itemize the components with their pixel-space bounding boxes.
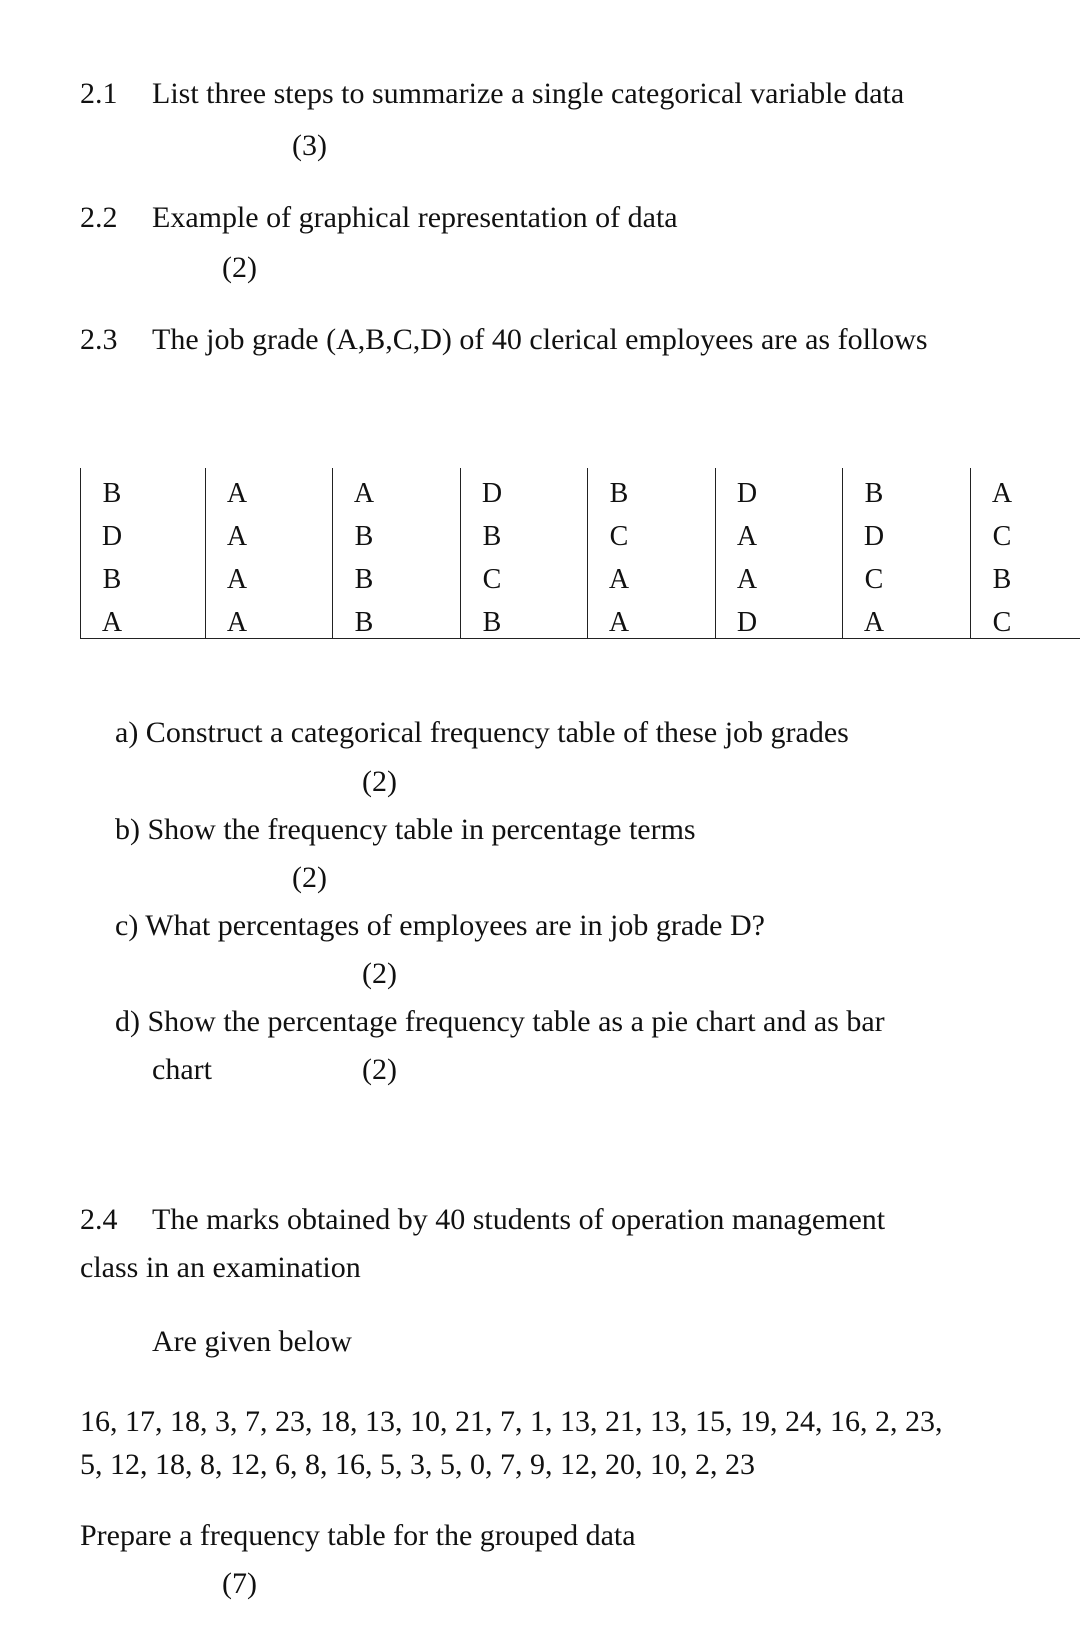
- grade-column: [332, 468, 375, 638]
- question-2-4-text: The marks obtained by 40 students of operation management: [152, 1203, 886, 1236]
- grade-cell: C: [482, 564, 502, 595]
- grade-cell: B: [354, 564, 374, 595]
- question-2-4-marks: (7): [222, 1567, 257, 1600]
- grade-cell: C: [864, 564, 884, 595]
- grade-column: [715, 468, 758, 638]
- grade-cell: B: [102, 478, 122, 509]
- question-2-2-text: Example of graphical representation of data: [152, 201, 678, 234]
- grade-cell: A: [608, 607, 630, 638]
- grade-cell: B: [609, 478, 629, 509]
- question-2-3-number: 2.3: [80, 323, 118, 356]
- grade-cell: A: [991, 478, 1013, 509]
- grade-column: [842, 468, 885, 638]
- grade-column: [970, 468, 1013, 638]
- grade-cell: B: [354, 607, 374, 638]
- question-2-2-number: 2.2: [80, 201, 118, 234]
- part-b-text: b) Show the frequency table in percentage terms: [115, 813, 696, 846]
- grade-cell: C: [992, 607, 1012, 638]
- question-2-1-number: 2.1: [80, 77, 118, 110]
- part-a-marks: (2): [362, 765, 397, 798]
- part-c-marks: (2): [362, 957, 397, 990]
- grade-cell: A: [226, 607, 248, 638]
- grade-cell: B: [482, 607, 502, 638]
- grade-cell: A: [353, 478, 375, 509]
- part-a-text: a) Construct a categorical frequency table of these job grades: [115, 716, 849, 749]
- question-2-1-text: List three steps to summarize a single categorical variable data: [152, 77, 905, 110]
- grade-cell: C: [609, 521, 629, 552]
- question-2-4-given: Are given below: [152, 1325, 352, 1358]
- question-2-3-text: The job grade (A,B,C,D) of 40 clerical employees are as follows: [152, 323, 928, 356]
- grade-cell: D: [736, 607, 758, 638]
- grade-cell: B: [354, 521, 374, 552]
- grade-column: [80, 468, 123, 638]
- grade-cell: A: [736, 564, 758, 595]
- grade-cell: B: [992, 564, 1012, 595]
- part-c-text: c) What percentages of employees are in job grade D?: [115, 909, 765, 942]
- grade-cell: A: [226, 478, 248, 509]
- question-2-2-marks: (2): [222, 251, 257, 284]
- grade-cell: B: [102, 564, 122, 595]
- grade-cell: A: [226, 521, 248, 552]
- grade-cell: D: [481, 478, 503, 509]
- grade-column: [205, 468, 248, 638]
- grade-cell: A: [608, 564, 630, 595]
- question-2-4-number: 2.4: [80, 1203, 118, 1236]
- part-d-marks: (2): [362, 1053, 397, 1086]
- grade-column: [460, 468, 503, 638]
- part-b-marks: (2): [292, 861, 327, 894]
- grade-cell: D: [736, 478, 758, 509]
- grade-cell: D: [101, 521, 123, 552]
- part-d-text-continued: chart: [152, 1053, 212, 1086]
- part-d-text: d) Show the percentage frequency table as a pie chart and as bar: [115, 1005, 885, 1038]
- grade-cell: A: [101, 607, 123, 638]
- grade-cell: A: [863, 607, 885, 638]
- marks-data-line-1: 16, 17, 18, 3, 7, 23, 18, 13, 10, 21, 7, 1, 13, 21, 13, 15, 19, 24, 16, 2, 23,: [80, 1405, 943, 1438]
- question-2-4-text-continued: class in an examination: [80, 1251, 361, 1284]
- grade-column: [587, 468, 630, 638]
- grade-cell: C: [992, 521, 1012, 552]
- grade-cell: A: [226, 564, 248, 595]
- grade-cell: D: [863, 521, 885, 552]
- grade-cell: B: [482, 521, 502, 552]
- question-2-1-marks: (3): [292, 129, 327, 162]
- grade-cell: B: [864, 478, 884, 509]
- job-grade-table: [80, 468, 1080, 639]
- question-2-4-task: Prepare a frequency table for the grouped data: [80, 1519, 636, 1552]
- marks-data-line-2: 5, 12, 18, 8, 12, 6, 8, 16, 5, 3, 5, 0, 7, 9, 12, 20, 10, 2, 23: [80, 1448, 755, 1481]
- grade-cell: A: [736, 521, 758, 552]
